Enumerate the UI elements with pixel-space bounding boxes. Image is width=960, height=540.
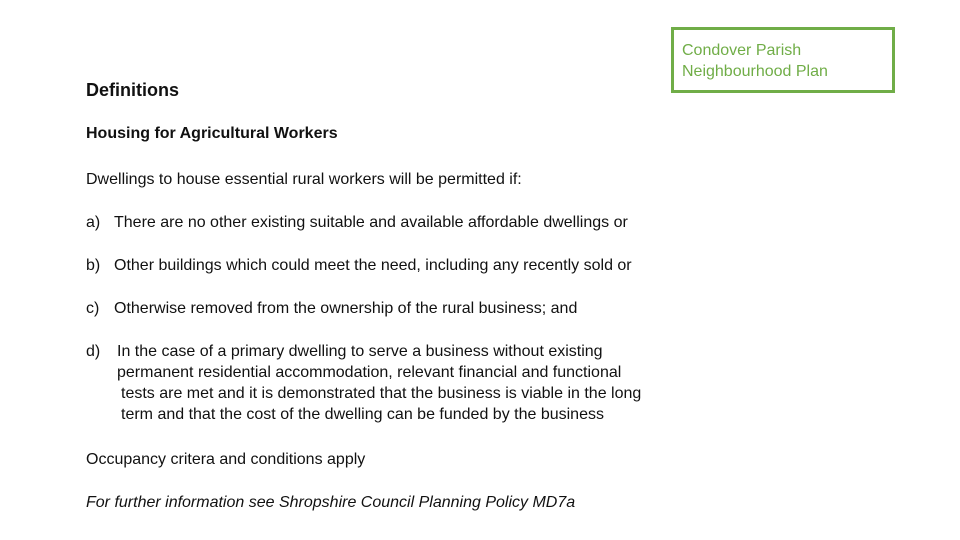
item-text: Otherwise removed from the ownership of the rural business; and (114, 300, 578, 317)
occupancy-text: Occupancy critera and conditions apply (86, 451, 366, 468)
page-title: Definitions (86, 80, 179, 100)
item-line: In the case of a primary dwelling to serve a business without existing (117, 343, 603, 360)
item-marker: d) (86, 343, 101, 360)
item-text: There are no other existing suitable and available affordable dwellings or (114, 214, 628, 231)
item-text (117, 341, 641, 425)
item-marker: a) (86, 214, 101, 231)
brand-line-2: Neighbourhood Plan (682, 63, 828, 80)
item-text: Other buildings which could meet the need, including any recently sold or (114, 257, 632, 274)
plan-brand-label (682, 40, 828, 82)
brand-line-1: Condover Parish (682, 42, 802, 59)
item-marker: b) (86, 257, 101, 274)
intro-text: Dwellings to house essential rural workers will be permitted if: (86, 171, 522, 188)
section-heading: Housing for Agricultural Workers (86, 125, 338, 142)
item-line: tests are met and it is demonstrated that the business is viable in the long (121, 385, 642, 402)
plan-brand-box (671, 27, 895, 93)
item-marker: c) (86, 300, 100, 317)
item-line: term and that the cost of the dwelling can be funded by the business (121, 406, 604, 423)
further-info-text: For further information see Shropshire Council Planning Policy MD7a (86, 494, 576, 511)
item-line: permanent residential accommodation, relevant financial and functional (117, 364, 622, 381)
